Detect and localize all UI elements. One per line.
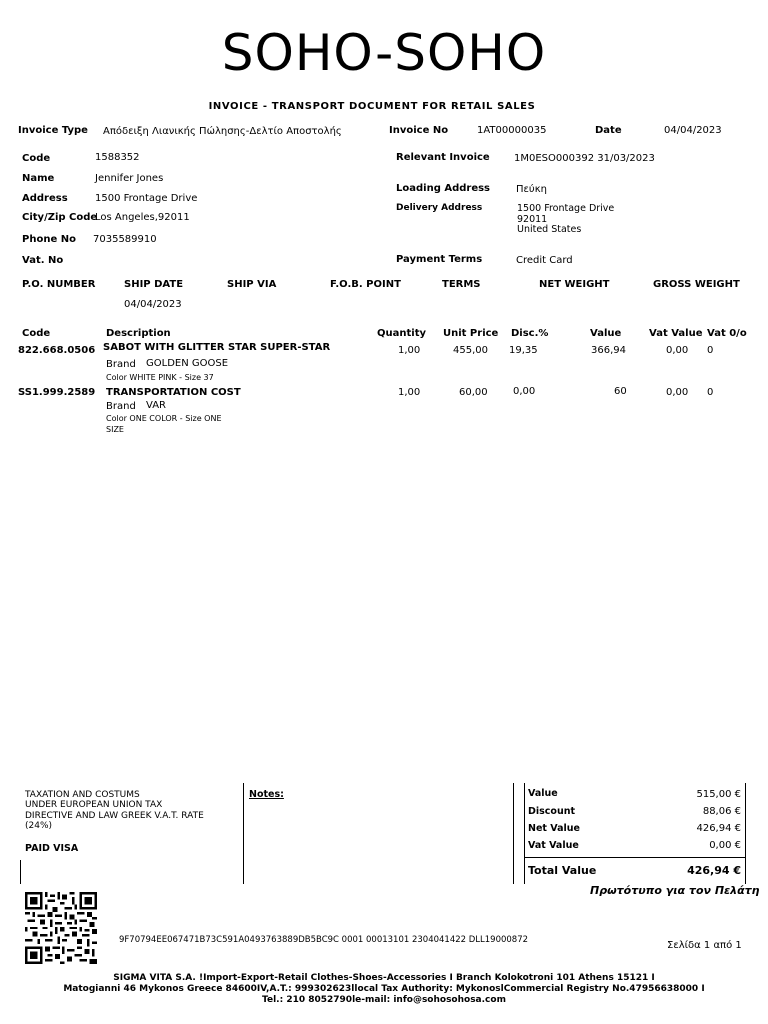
totals-net-label: Net Value	[528, 823, 580, 834]
customer-city-label: City/Zip Code	[22, 212, 98, 223]
invoice-type-label: Invoice Type	[18, 125, 88, 136]
tax-note-line-2: UNDER EUROPEAN UNION TAX	[25, 800, 163, 810]
customer-copy-note: Πρωτότυπο για τον Πελάτη	[590, 884, 760, 897]
notes-label: Notes:	[249, 789, 284, 800]
paid-visa-label: PAID VISA	[25, 843, 79, 854]
col-discount: Disc.%	[511, 328, 549, 339]
table-row-1-detail: Color WHITE PINK - Size 37	[106, 373, 214, 382]
totals-discount-label: Discount	[528, 806, 576, 817]
payment-terms-value: Credit Card	[516, 255, 573, 266]
fob-point-header: F.O.B. POINT	[330, 279, 401, 290]
customer-phone-label: Phone No	[22, 234, 76, 245]
hash-code: 9F70794EE067471B73C591A0493763889DB5BC9C 0001 00013101 2304041422 DLL19000872	[119, 935, 529, 945]
invoice-no-label: Invoice No	[389, 125, 449, 136]
net-weight-header: NET WEIGHT	[539, 279, 610, 290]
loading-address-value: Πεύκη	[516, 184, 547, 195]
table-row-2-code: SS1.999.2589	[18, 387, 96, 398]
customer-address-label: Address	[22, 193, 68, 204]
footer-divider-1	[243, 783, 244, 884]
tax-note-line-4: (24%)	[25, 821, 53, 831]
col-description: Description	[106, 328, 171, 339]
table-row-2-discount: 0,00	[513, 386, 536, 397]
invoice-type-value: Απόδειξη Λιανικής Πώλησης-Δελτίο Αποστολής	[103, 126, 342, 137]
table-row-2-vat-value: 0,00	[666, 387, 689, 398]
col-quantity: Quantity	[377, 328, 426, 339]
customer-code-value: 1588352	[95, 152, 140, 163]
table-row-1-quantity: 1,00	[398, 345, 421, 356]
table-row-2-value: 60	[614, 386, 627, 397]
customer-code-label: Code	[22, 153, 51, 164]
document-title: INVOICE - TRANSPORT DOCUMENT FOR RETAIL SALES	[208, 101, 536, 112]
total-value-amount: 426,94 €	[687, 864, 741, 877]
ship-date-header: SHIP DATE	[124, 279, 184, 290]
date-value: 04/04/2023	[664, 125, 722, 136]
col-unit-price: Unit Price	[443, 328, 499, 339]
tax-note-line-3: DIRECTIVE AND LAW GREEK V.A.T. RATE	[25, 811, 204, 821]
totals-vat-label: Vat Value	[528, 840, 579, 851]
loading-address-label: Loading Address	[396, 183, 491, 194]
table-row-2-detail-1: Color ONE COLOR - Size ONE	[106, 414, 222, 423]
company-line-3: Tel.: 210 8052790le-mail: info@sohosohosa.com	[262, 995, 506, 1005]
totals-value-label: Value	[528, 788, 558, 799]
table-row-1-brand-value: GOLDEN GOOSE	[146, 358, 229, 369]
relevant-invoice-value: 1M0ESO000392 31/03/2023	[514, 153, 655, 164]
customer-name-label: Name	[22, 173, 55, 184]
qr-code-icon	[22, 892, 100, 964]
table-row-2-description: TRANSPORTATION COST	[106, 387, 241, 398]
total-value-label: Total Value	[528, 864, 597, 877]
table-row-1-value: 366,94	[591, 345, 626, 356]
table-row-2-quantity: 1,00	[398, 387, 421, 398]
totals-right-border	[745, 783, 746, 884]
totals-value-amount: 515,00 €	[696, 789, 741, 800]
totals-net-amount: 426,94 €	[696, 823, 741, 834]
delivery-address-line-3: United States	[517, 224, 582, 235]
totals-divider	[524, 857, 746, 858]
table-row-1-vat-pct: 0	[707, 345, 714, 356]
footer-divider-2	[513, 783, 514, 884]
table-row-2-vat-pct: 0	[707, 387, 714, 398]
table-row-2-unit-price: 60,00	[459, 387, 488, 398]
col-code: Code	[22, 328, 51, 339]
customer-name-value: Jennifer Jones	[95, 173, 164, 184]
terms-header: TERMS	[442, 279, 481, 290]
ship-date-value: 04/04/2023	[124, 299, 182, 310]
footer-left-border	[20, 860, 21, 884]
customer-vat-label: Vat. No	[22, 255, 64, 266]
totals-discount-amount: 88,06 €	[702, 806, 741, 817]
po-number-header: P.O. NUMBER	[22, 279, 96, 290]
relevant-invoice-label: Relevant Invoice	[396, 152, 490, 163]
gross-weight-header: GROSS WEIGHT	[653, 279, 740, 290]
table-row-1-brand-label: Brand	[106, 359, 136, 370]
table-row-1-discount: 19,35	[509, 345, 538, 356]
col-vat-value: Vat Value	[649, 328, 703, 339]
table-row-2-brand-label: Brand	[106, 401, 136, 412]
table-row-2-brand-value: VAR	[146, 400, 166, 411]
delivery-address-label: Delivery Address	[396, 203, 483, 213]
table-row-1-description: SABOT WITH GLITTER STAR SUPER-STAR	[103, 342, 331, 353]
totals-left-border	[524, 783, 525, 884]
customer-address-value: 1500 Frontage Drive	[95, 193, 198, 204]
company-logo: SOHO-SOHO	[221, 24, 547, 82]
delivery-address-line-2: 92011	[517, 214, 548, 225]
col-vat-pct: Vat 0/o	[707, 328, 747, 339]
invoice-no-value: 1AT00000035	[477, 125, 547, 136]
delivery-address-line-1: 1500 Frontage Drive	[517, 203, 615, 214]
date-label: Date	[595, 125, 622, 136]
col-value: Value	[590, 328, 622, 339]
customer-city-value: Los Angeles,92011	[95, 212, 190, 223]
tax-note-line-1: TAXATION AND COSTUMS	[25, 790, 140, 800]
table-row-1-vat-value: 0,00	[666, 345, 689, 356]
totals-vat-amount: 0,00 €	[709, 840, 741, 851]
table-row-1-unit-price: 455,00	[453, 345, 488, 356]
customer-phone-value: 7035589910	[93, 234, 157, 245]
payment-terms-label: Payment Terms	[396, 254, 483, 265]
company-line-1: SIGMA VITA S.A. !Import-Export-Retail Clothes-Shoes-Accessories I Branch Kolokotroni 101 Athens 15121 I	[113, 973, 655, 983]
table-row-2-detail-2: SIZE	[106, 425, 124, 434]
ship-via-header: SHIP VIA	[227, 279, 277, 290]
company-line-2: Matogianni 46 Mykonos Greece 84600IV,A.T.: 999302623llocal Tax Authority: MykonoslCommercial Registry No.47956638000 I	[63, 984, 705, 994]
table-row-1-code: 822.668.0506	[18, 345, 96, 356]
page-indicator: Σελίδα 1 από 1	[667, 940, 742, 951]
